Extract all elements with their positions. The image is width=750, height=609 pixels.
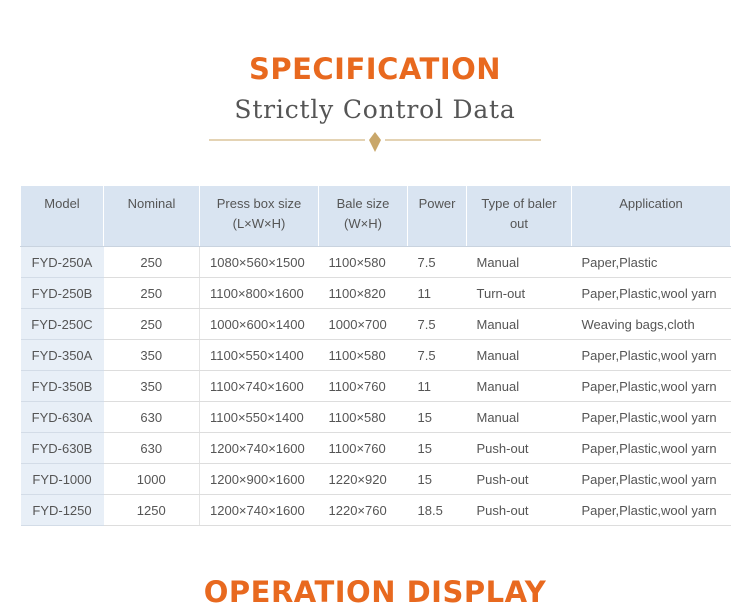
column-header-label: Type of baler — [481, 196, 557, 211]
press-box-size-cell: 1200×900×1600 — [200, 464, 319, 495]
column-header — [572, 186, 731, 247]
power-cell: 7.5 — [408, 309, 467, 340]
power-cell: 18.5 — [408, 495, 467, 526]
application-cell: Paper,Plastic,wool yarn — [572, 340, 731, 371]
table-row — [21, 495, 731, 526]
table-row — [21, 371, 731, 402]
model-cell: FYD-630A — [21, 402, 104, 433]
baler-type-cell: Turn-out — [467, 278, 572, 309]
nominal-cell: 630 — [104, 402, 200, 433]
application-cell: Paper,Plastic,wool yarn — [572, 433, 731, 464]
column-header-sublabel: (W×H) — [344, 216, 382, 231]
model-cell: FYD-350A — [21, 340, 104, 371]
application-cell: Paper,Plastic,wool yarn — [572, 371, 731, 402]
model-cell: FYD-1000 — [21, 464, 104, 495]
column-header — [200, 186, 319, 247]
model-cell: FYD-1250 — [21, 495, 104, 526]
press-box-size-cell: 1100×550×1400 — [200, 402, 319, 433]
press-box-size-cell: 1200×740×1600 — [200, 495, 319, 526]
application-cell: Paper,Plastic,wool yarn — [572, 402, 731, 433]
baler-type-cell: Push-out — [467, 464, 572, 495]
model-cell: FYD-350B — [21, 371, 104, 402]
bale-size-cell: 1100×820 — [319, 278, 408, 309]
column-header-label: Press box size — [216, 196, 302, 211]
power-cell: 11 — [408, 278, 467, 309]
table-row — [21, 247, 731, 278]
baler-type-cell: Manual — [467, 309, 572, 340]
specification-table — [20, 185, 731, 526]
nominal-cell: 1000 — [104, 464, 200, 495]
table-row — [21, 433, 731, 464]
press-box-size-cell: 1100×740×1600 — [200, 371, 319, 402]
press-box-size-cell: 1100×550×1400 — [200, 340, 319, 371]
column-header-sublabel: out — [509, 216, 529, 231]
power-cell: 15 — [408, 433, 467, 464]
table-row — [21, 464, 731, 495]
model-cell: FYD-250C — [21, 309, 104, 340]
column-header-label: Power — [418, 196, 456, 211]
table-row — [21, 340, 731, 371]
baler-type-cell: Manual — [467, 402, 572, 433]
press-box-size-cell: 1000×600×1400 — [200, 309, 319, 340]
power-cell: 15 — [408, 464, 467, 495]
model-cell: FYD-250B — [21, 278, 104, 309]
bale-size-cell: 1100×760 — [319, 371, 408, 402]
table-header-row — [21, 186, 731, 247]
nominal-cell: 630 — [104, 433, 200, 464]
application-cell: Paper,Plastic,wool yarn — [572, 464, 731, 495]
bale-size-cell: 1000×700 — [319, 309, 408, 340]
baler-type-cell: Manual — [467, 340, 572, 371]
bale-size-cell: 1100×580 — [319, 247, 408, 278]
nominal-cell: 350 — [104, 371, 200, 402]
nominal-cell: 250 — [104, 309, 200, 340]
column-header — [319, 186, 408, 247]
column-header-label: Model — [44, 196, 80, 211]
table-row — [21, 278, 731, 309]
nominal-cell: 1250 — [104, 495, 200, 526]
bale-size-cell: 1100×760 — [319, 433, 408, 464]
application-cell: Paper,Plastic — [572, 247, 731, 278]
bale-size-cell: 1100×580 — [319, 402, 408, 433]
baler-type-cell: Manual — [467, 371, 572, 402]
column-header — [104, 186, 200, 247]
baler-type-cell: Manual — [467, 247, 572, 278]
press-box-size-cell: 1080×560×1500 — [200, 247, 319, 278]
nominal-cell: 250 — [104, 247, 200, 278]
section-title: SPECIFICATION — [248, 52, 502, 86]
next-section-title: OPERATION DISPLAY — [203, 575, 547, 609]
power-cell: 11 — [408, 371, 467, 402]
baler-type-cell: Push-out — [467, 495, 572, 526]
model-cell: FYD-250A — [21, 247, 104, 278]
table-row — [21, 402, 731, 433]
ornament-divider-icon — [209, 129, 541, 155]
column-header-label: Bale size — [336, 196, 390, 211]
baler-type-cell: Push-out — [467, 433, 572, 464]
column-header — [467, 186, 572, 247]
application-cell: Paper,Plastic,wool yarn — [572, 495, 731, 526]
column-header — [408, 186, 467, 247]
bale-size-cell: 1220×920 — [319, 464, 408, 495]
column-header-label: Nominal — [127, 196, 176, 211]
column-header-sublabel: (L×W×H) — [232, 216, 286, 231]
table-row — [21, 309, 731, 340]
section-subtitle: Strictly Control Data — [234, 95, 516, 124]
table-body — [21, 247, 731, 526]
bale-size-cell: 1220×760 — [319, 495, 408, 526]
nominal-cell: 350 — [104, 340, 200, 371]
power-cell: 7.5 — [408, 247, 467, 278]
nominal-cell: 250 — [104, 278, 200, 309]
application-cell: Weaving bags,cloth — [572, 309, 731, 340]
column-header — [21, 186, 104, 247]
application-cell: Paper,Plastic,wool yarn — [572, 278, 731, 309]
column-header-label: Application — [619, 196, 683, 211]
model-cell: FYD-630B — [21, 433, 104, 464]
power-cell: 15 — [408, 402, 467, 433]
press-box-size-cell: 1200×740×1600 — [200, 433, 319, 464]
power-cell: 7.5 — [408, 340, 467, 371]
bale-size-cell: 1100×580 — [319, 340, 408, 371]
press-box-size-cell: 1100×800×1600 — [200, 278, 319, 309]
